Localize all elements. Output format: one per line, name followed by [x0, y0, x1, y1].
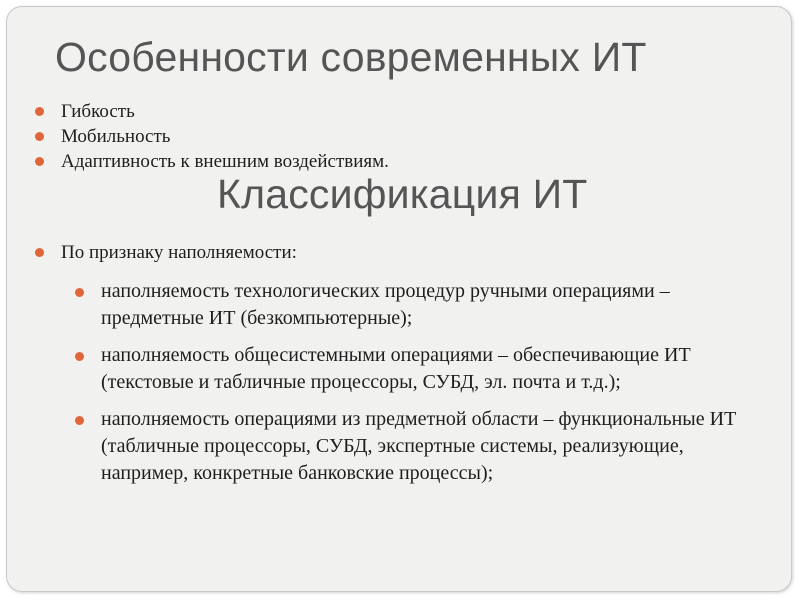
list-item-label: Адаптивность к внешним воздействиям. — [61, 151, 389, 172]
features-list — [33, 99, 773, 174]
title-features: Особенности современных ИТ — [55, 34, 647, 80]
sub-item-label: наполняемость общесистемными операциями – обеспечивающие ИТ (текстовые и табличные процессоры, СУБД, эл. почта и т.д.); — [101, 344, 691, 393]
list-item-label: Мобильность — [61, 126, 171, 147]
bullet-icon — [35, 107, 44, 116]
list-item-label: Гибкость — [61, 101, 135, 122]
list-item-criterion — [33, 240, 773, 265]
criterion-list — [33, 240, 773, 265]
bullet-icon — [75, 288, 84, 297]
list-item-flexibility — [33, 99, 773, 124]
bullet-icon — [75, 416, 84, 425]
title-classification: Классификация ИТ — [217, 171, 588, 217]
bullet-icon — [75, 352, 84, 361]
sub-item-supporting-it — [73, 342, 763, 396]
bullet-icon — [35, 132, 44, 141]
sub-items-list — [73, 278, 763, 497]
slide — [6, 6, 792, 592]
sub-item-subject-it — [73, 278, 763, 332]
sub-item-functional-it — [73, 406, 763, 487]
list-item-label: По признаку наполняемости: — [61, 242, 297, 263]
list-item-mobility — [33, 124, 773, 149]
bullet-icon — [35, 248, 44, 257]
bullet-icon — [35, 157, 44, 166]
sub-item-label: наполняемость технологических процедур ручными операциями – предметные ИТ (безкомпьютерные); — [101, 280, 670, 329]
sub-item-label: наполняемость операциями из предметной области – функциональные ИТ (табличные процессоры, СУБД, экспертные системы, реализующие, например, конкретные банковские процессы); — [101, 408, 737, 484]
